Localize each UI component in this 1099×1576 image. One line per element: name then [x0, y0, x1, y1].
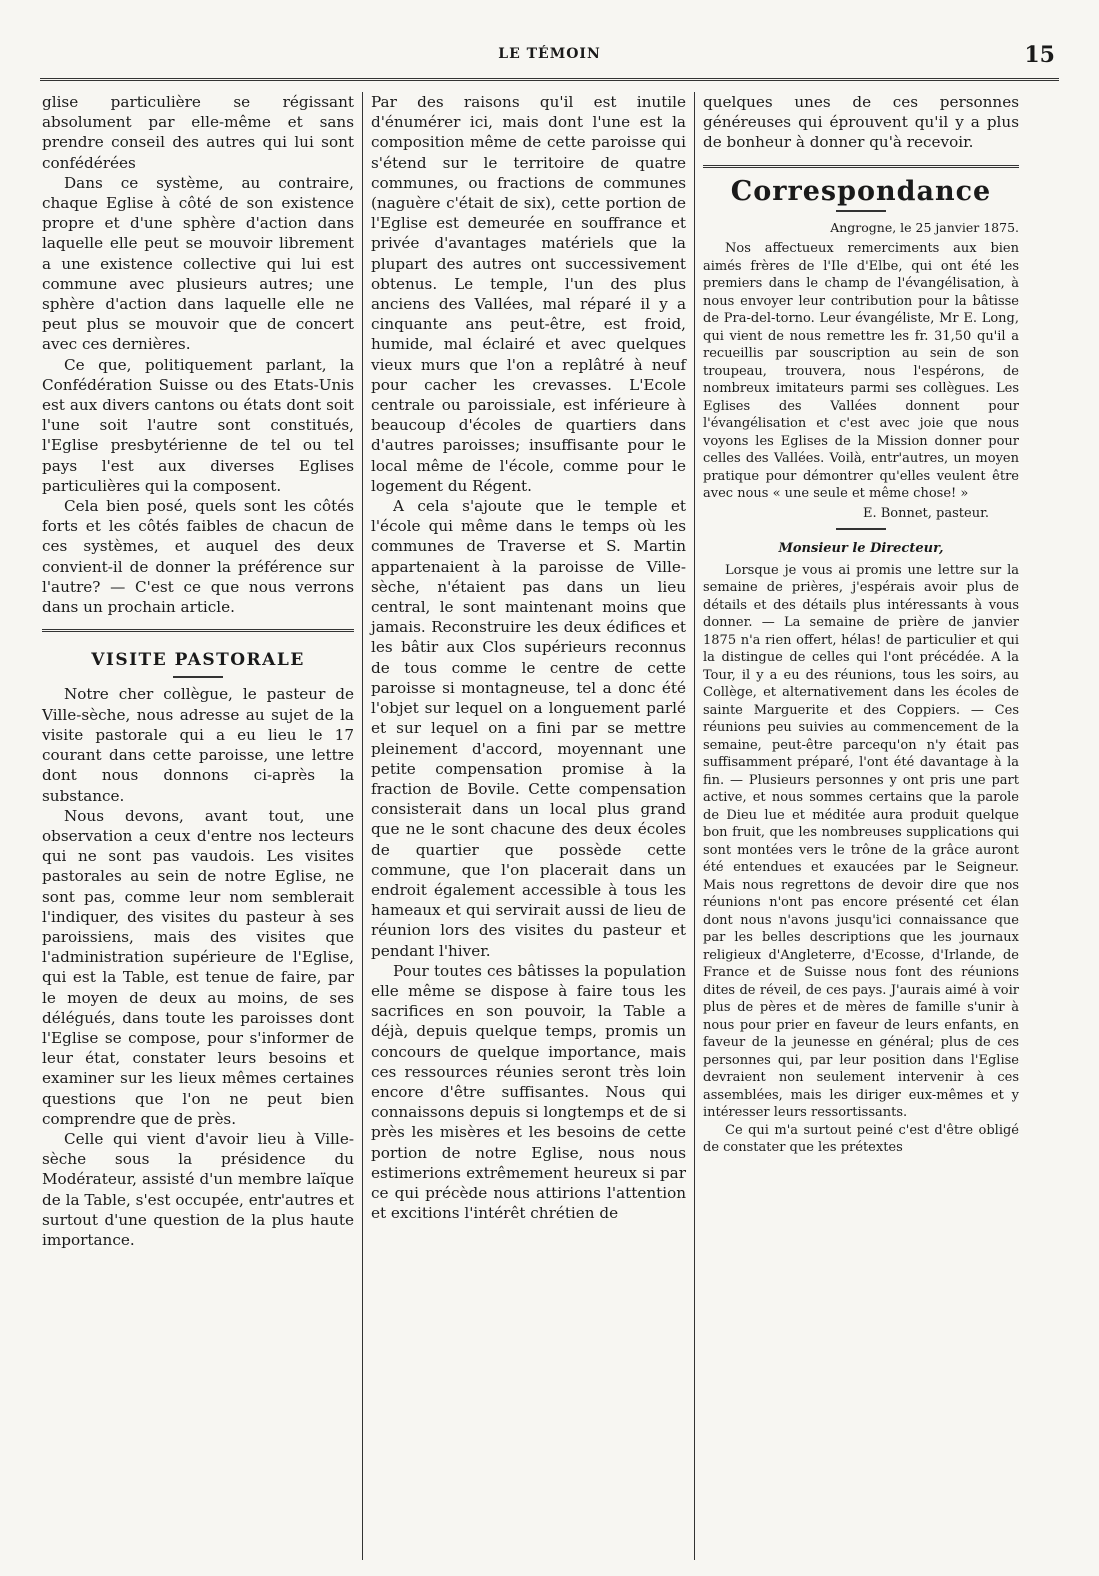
paragraph: Nos affectueux remerciments aux bien aimés frères de l'Ile d'Elbe, qui ont été les premiers dans le champ de l'évangélisation, à nous envoyer leur contribution pour la bâtisse de Pra-del-torno. Leur évangéliste, Mr E. Long, qui vient de nous remettre les fr. 31,50 qu'il a recueillis par souscription au sein de son troupeau, trouvera, nous l'espérons, de nombreux imitateurs parmi ses collègues. Les Eglises des Vallées donnent pour l'évangélisation et c'est avec joie que nous voyons les Eglises de la Mission donner pour celles des Vallées. Voilà, entr'autres, un moyen pratique pour démontrer qu'elles veulent être avec nous « une seule et même chose! »	[703, 241, 1019, 502]
short-rule	[836, 528, 886, 530]
dateline: Angrogne, le 25 janvier 1875.	[830, 219, 1019, 235]
short-rule	[836, 210, 886, 212]
signature: E. Bonnet, pasteur.	[862, 505, 989, 521]
paragraph: Pour toutes ces bâtisses la population elle même se dispose à faire tous les sacrifices en son pouvoir, la Table a déjà, depuis quelque temps, promis un concours de quelque importance, mais ces ressources réunies seront très loin encore d'être suffisantes. Nous qui connaissons depuis si longtemps et de si près les misères et les besoins de cette portion de notre Eglise, nous nous estimerions extrêmement heureux si par ce qui précède nous attirions l'attention et excitions l'intérêt chrétien de	[371, 961, 686, 1223]
paragraph: glise particulière se régissant absolument par elle-même et sans prendre conseil des autres qui lui sont confédérées	[42, 93, 354, 172]
section-divider	[42, 629, 354, 632]
paragraph: Nous devons, avant tout, une observation a ceux d'entre nos lecteurs qui ne sont pas vaudois. Les visites pastorales au sein de notre Eglise, ne sont pas, comme leur nom semblerait l'indiquer, des visites du pasteur à ses paroissiens, mais des visites que l'administration supérieure de l'Eglise, qui est la Table, est tenue de faire, par le moyen de deux au moins, de ses délégués, dans toute les paroisses dont l'Eglise se compose, pour s'informer de leur état, constater leurs besoins et examiner sur les lieux mêmes certaines questions que l'on ne peut bien comprendre que de près.	[42, 806, 354, 1128]
paragraph: quelques unes de ces personnes généreuses qui éprouvent qu'il y a plus de bonheur à donner qu'à recevoir.	[703, 93, 1019, 152]
paragraph: Cela bien posé, quels sont les côtés forts et les côtés faibles de chacun de ces systèmes, et auquel des deux convient-il de donner la préférence sur l'autre? — C'est ce que nous verrons dans un prochain article.	[42, 497, 354, 617]
column-2	[371, 92, 686, 1223]
paragraph: A cela s'ajoute que le temple et l'école qui même dans le temps où les communes de Traverse et S. Martin appartenaient à la paroisse de Ville-sèche, n'étaient pas dans un lieu central, le sont maintenant moins que jamais. Reconstruire les deux édifices et les bâtir aux Clos supérieurs reconnus de tous comme le centre de cette paroisse si montagneuse, tel a donc été l'objet sur lequel on a longuement parlé et sur lequel on a fini par se mettre pleinement d'accord, moyennant une petite compensation promise à la fraction de Bovile. Cette compensation consisterait dans un local plus grand que ne le sont chacune des deux écoles de quartier que possède cette commune, que l'on placerait dans un endroit également accessible à tous les hameaux et qui servirait aussi de lieu de réunion lors des visites du pasteur et pendant l'hiver.	[371, 497, 686, 960]
paragraph: Ce qui m'a surtout peiné c'est d'être obligé de constater que les prétextes	[703, 1122, 1019, 1156]
column-3	[703, 92, 1019, 1157]
paragraph: Celle qui vient d'avoir lieu à Ville-sèche sous la présidence du Modérateur, assisté d'un membre laïque de la Table, s'est occupée, entr'autres et surtout d'une question de la plus haute importance.	[42, 1129, 354, 1249]
newspaper-title: LE TÉMOIN	[498, 46, 601, 62]
paragraph: Ce que, politiquement parlant, la Confédération Suisse ou des Etats-Unis est aux divers cantons ou états dont soit l'une soit l'autre sont constitués, l'Eglise presbytérienne de tel ou tel pays l'est aux diverses Eglises particulières qui la composent.	[42, 355, 354, 495]
column-rule-1	[362, 92, 363, 1560]
paragraph: Notre cher collègue, le pasteur de Ville-sèche, nous adresse au sujet de la visite pastorale qui a eu lieu le 17 courant dans cette paroisse, une lettre dont nous donnons ci-après la substance.	[42, 685, 354, 805]
paragraph: Par des raisons qu'il est inutile d'énumérer ici, mais dont l'une est la composition même de cette paroisse qui s'étend sur le territoire de quatre communes, ou fractions de communes (naguère c'était de six), cette portion de l'Eglise est demeurée en souffrance et privée d'avantages matériels que la plupart des autres ont successivement obtenus. Le temple, l'un des plus anciens des Vallées, mal réparé il y a cinquante ans peut-être, est froid, humide, mal éclairé et avec quelques vieux murs que l'on a replâtré à neuf pour cacher les crevasses. L'Ecole centrale ou paroissiale, est inférieure à beaucoup d'écoles de quartiers dans d'autres paroisses; insuffisante pour le local même de l'école, comme pour le logement du Régent.	[371, 93, 686, 495]
paragraph: Lorsque je vous ai promis une lettre sur la semaine de prières, j'espérais avoir plus de détails et des détails plus intéressants à vous donner. — La semaine de prière de janvier 1875 n'a rien offert, hélas! de particulier et qui la distingue de celles qui l'ont précédée. A la Tour, il y a eu des réunions, tous les soirs, au Collège, et alternativement dans les écoles de sainte Marguerite et des Coppiers. — Ces réunions peu suivies au commencement de la semaine, peut-être parcequ'on n'y était pas suffisamment préparé, l'ont été davantage à la fin. — Plusieurs personnes y ont pris une part active, et nous sommes certains que la parole de Dieu lue et méditée aura produit quelque bon fruit, que les nombreuses supplications qui sont montées vers le trône de la grâce auront été entendues et exaucées par le Seigneur. Mais nous regrettons de devoir dire que nos réunions n'ont pas encore présenté cet élan dont nous n'avons jusqu'ici connaissance que par les belles descriptions que les journaux religieux d'Angleterre, d'Ecosse, d'Irlande, de France et de Suisse nous font des réunions dites de réveil, de ces pays. J'aurais aimé à voir plus de pères et de mères de famille s'unir à nous pour prier en faveur de leurs enfants, en faveur de la jeunesse en général; plus de ces personnes qui, par leur position dans l'Eglise devraient non seulement intervenir à ces assemblées, mais les diriger eux-mêmes et y intéresser leurs ressortissants.	[703, 562, 1019, 1121]
column-1	[42, 92, 354, 1250]
salutation: Monsieur le Directeur,	[778, 541, 944, 557]
short-rule	[173, 676, 223, 678]
page-number: 15	[1024, 42, 1055, 68]
header-rule	[40, 78, 1059, 81]
page-header	[40, 42, 1059, 70]
section-title: Correspondance	[730, 175, 992, 207]
paragraph: Dans ce système, au contraire, chaque Eglise à côté de son existence propre et d'une sphère d'action dans laquelle elle peut se mouvoir librement a une existence collective qui lui est commune avec plusieurs autres; une sphère d'action dans laquelle elle ne peut plus se mouvoir que de concert avec ces dernières.	[42, 173, 354, 354]
section-divider	[703, 165, 1019, 168]
section-title: VISITE PASTORALE	[91, 650, 305, 671]
column-rule-2	[694, 92, 695, 1560]
